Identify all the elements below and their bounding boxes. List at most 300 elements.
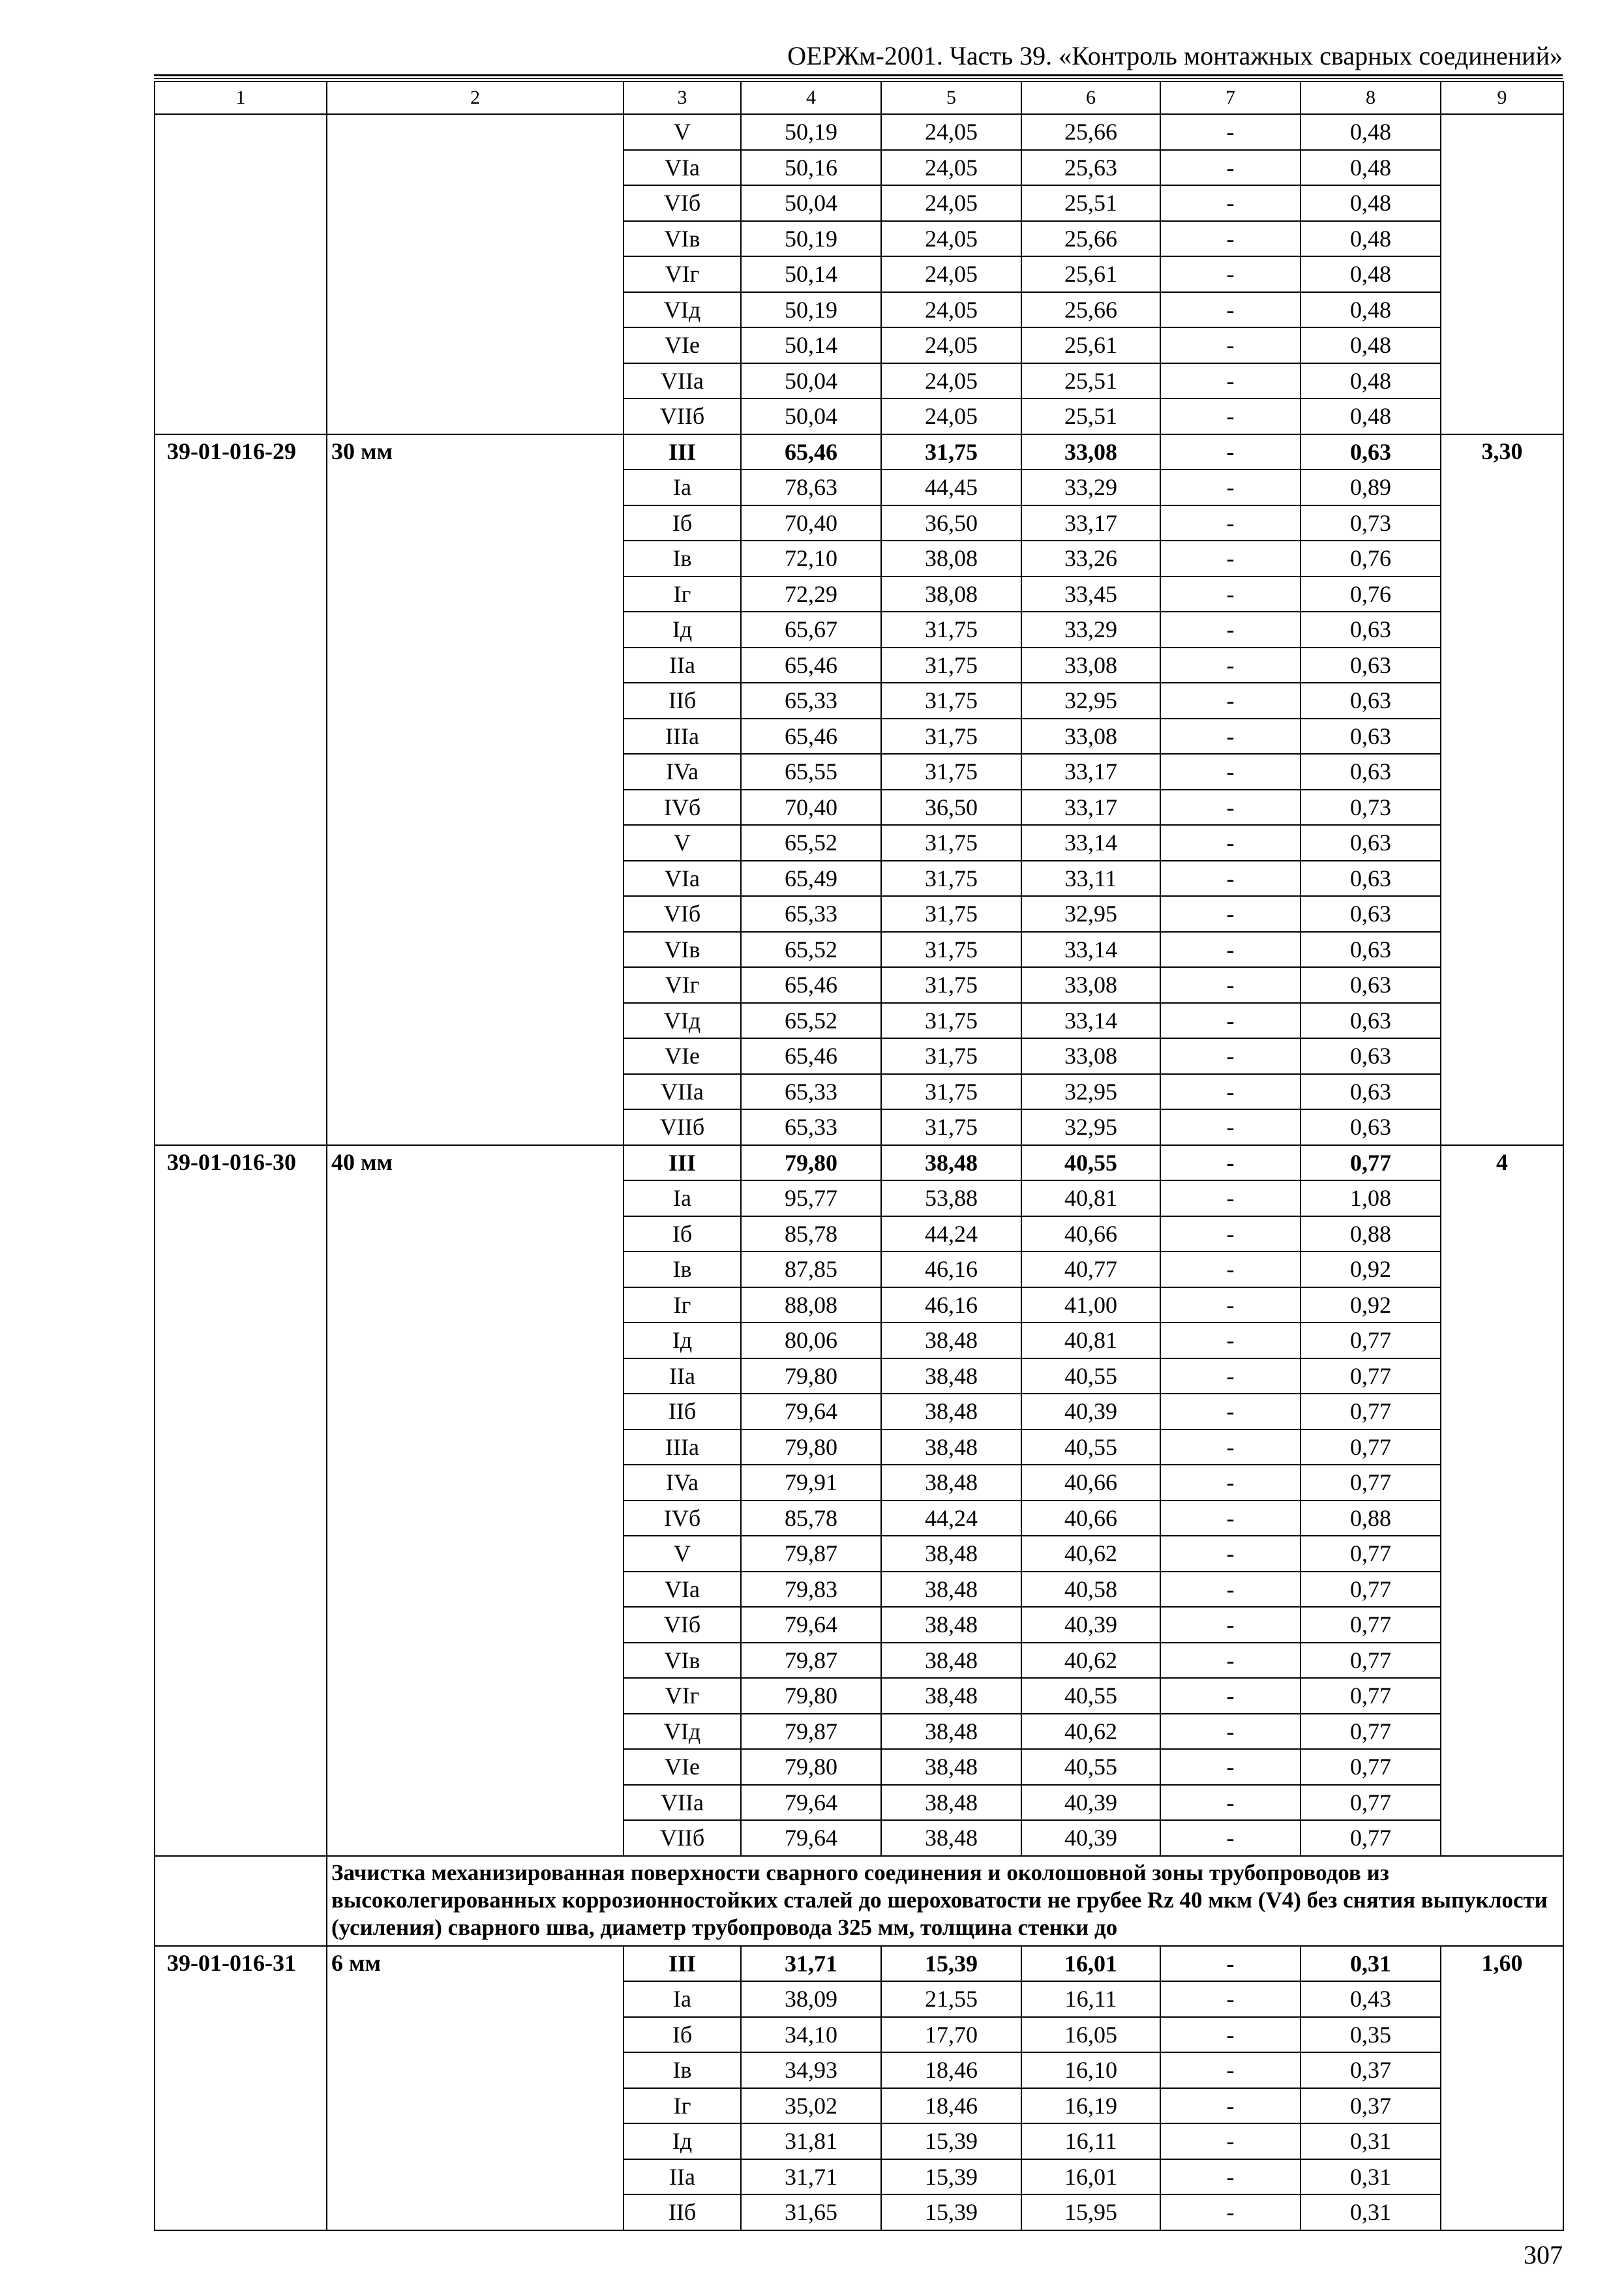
labor-cell: 0,77 [1301,1394,1441,1429]
materials-cell: - [1160,185,1301,221]
machine-cost-cell: 25,66 [1021,114,1160,150]
wage-cell: 31,75 [881,612,1021,648]
column-number: 8 [1301,82,1441,114]
zone-cell: IVб [624,1501,741,1536]
materials-cell: - [1160,221,1301,257]
wage-cell: 31,75 [881,719,1021,755]
total-cost-cell: 65,46 [741,1038,881,1074]
materials-cell: - [1160,1216,1301,1252]
total-cost-cell: 79,80 [741,1145,881,1181]
materials-cell: - [1160,1394,1301,1429]
column-number: 5 [881,82,1021,114]
zone-cell: IIб [624,2194,741,2230]
wage-cell: 44,45 [881,470,1021,505]
machine-cost-cell: 33,45 [1021,576,1160,612]
materials-cell: - [1160,256,1301,292]
total-cost-cell: 85,78 [741,1216,881,1252]
labor-cell: 0,77 [1301,1465,1441,1501]
zone-cell: Iб [624,1216,741,1252]
wage-cell: 38,48 [881,1820,1021,1856]
total-cost-cell: 65,52 [741,1003,881,1039]
total-cost-cell: 85,78 [741,1501,881,1536]
labor-cell: 0,35 [1301,2017,1441,2053]
total-cost-cell: 70,40 [741,505,881,541]
materials-cell: - [1160,2088,1301,2124]
wage-cell: 24,05 [881,221,1021,257]
zone-cell: VIг [624,256,741,292]
labor-cell: 0,63 [1301,1003,1441,1039]
zone-cell: VIIa [624,363,741,399]
zone-cell: VIa [624,1572,741,1608]
total-cost-cell: 79,87 [741,1643,881,1679]
total-cost-cell: 65,49 [741,861,881,897]
materials-cell: - [1160,1536,1301,1572]
materials-cell: - [1160,398,1301,434]
zone-cell: Ia [624,1981,741,2017]
materials-cell: - [1160,1038,1301,1074]
total-cost-cell: 65,33 [741,896,881,932]
machine-cost-cell: 33,14 [1021,825,1160,861]
wage-cell: 18,46 [881,2052,1021,2088]
total-cost-cell: 65,46 [741,719,881,755]
total-cost-cell: 70,40 [741,790,881,826]
header-rule [154,74,1563,76]
labor-cell: 0,48 [1301,292,1441,328]
wage-cell: 15,39 [881,1946,1021,1982]
labor-cell: 0,77 [1301,1429,1441,1465]
labor-cell: 0,48 [1301,363,1441,399]
materials-cell: - [1160,1572,1301,1608]
zone-cell: Iб [624,505,741,541]
labor-cell: 0,63 [1301,1109,1441,1145]
labor-cell: 0,48 [1301,185,1441,221]
zone-cell: Ia [624,470,741,505]
total-cost-cell: 65,55 [741,754,881,790]
wage-cell: 24,05 [881,398,1021,434]
labor-cell: 0,43 [1301,1981,1441,2017]
machine-cost-cell: 33,14 [1021,932,1160,968]
machine-cost-cell: 16,05 [1021,2017,1160,2053]
column-number: 6 [1021,82,1160,114]
column-number: 3 [624,82,741,114]
labor-cell: 0,31 [1301,2159,1441,2195]
materials-cell: - [1160,1981,1301,2017]
materials-cell: - [1160,1358,1301,1394]
machine-cost-cell: 25,51 [1021,185,1160,221]
total-cost-cell: 38,09 [741,1981,881,2017]
labor-cell: 0,77 [1301,1678,1441,1714]
labor-cell: 0,63 [1301,434,1441,470]
labor-cell: 0,92 [1301,1287,1441,1323]
zone-cell: VIг [624,1678,741,1714]
materials-cell: - [1160,754,1301,790]
zone-cell: V [624,1536,741,1572]
wage-cell: 31,75 [881,434,1021,470]
zone-cell: VIa [624,861,741,897]
materials-cell: - [1160,932,1301,968]
total-cost-cell: 34,10 [741,2017,881,2053]
total-cost-cell: 31,71 [741,1946,881,1982]
labor-cell: 0,73 [1301,790,1441,826]
machine-cost-cell: 40,66 [1021,1465,1160,1501]
zone-cell: VIe [624,1749,741,1785]
machine-cost-cell: 40,39 [1021,1394,1160,1429]
wage-cell: 31,75 [881,1109,1021,1145]
wage-cell: 31,75 [881,825,1021,861]
materials-cell: - [1160,1074,1301,1110]
total-cost-cell: 50,14 [741,256,881,292]
labor-cell: 0,76 [1301,576,1441,612]
wage-cell: 31,75 [881,932,1021,968]
machine-cost-cell: 40,81 [1021,1323,1160,1358]
zone-cell: VIд [624,1714,741,1750]
materials-cell: - [1160,861,1301,897]
zone-cell: IIIa [624,719,741,755]
code-cell: 39-01-016-29 [155,434,327,1145]
total-cost-cell: 50,19 [741,114,881,150]
machine-cost-cell: 33,08 [1021,719,1160,755]
wage-cell: 38,48 [881,1394,1021,1429]
labor-cell: 0,76 [1301,541,1441,576]
zone-cell: IIб [624,683,741,719]
machine-cost-cell: 40,66 [1021,1501,1160,1536]
zone-cell: VIIa [624,1074,741,1110]
materials-cell: - [1160,1003,1301,1039]
machine-cost-cell: 40,55 [1021,1358,1160,1394]
labor-cell: 1,08 [1301,1180,1441,1216]
machine-cost-cell: 16,11 [1021,1981,1160,2017]
zone-cell: IVa [624,1465,741,1501]
zone-cell: Iд [624,2123,741,2159]
machine-cost-cell: 41,00 [1021,1287,1160,1323]
coefficient-cell: 1,60 [1441,1946,1563,2230]
total-cost-cell: 79,80 [741,1678,881,1714]
labor-cell: 0,77 [1301,1785,1441,1821]
materials-cell: - [1160,2159,1301,2195]
total-cost-cell: 79,80 [741,1358,881,1394]
wage-cell: 38,48 [881,1785,1021,1821]
materials-cell: - [1160,1323,1301,1358]
total-cost-cell: 95,77 [741,1180,881,1216]
table-row [155,1145,1563,1181]
machine-cost-cell: 32,95 [1021,683,1160,719]
machine-cost-cell: 40,77 [1021,1251,1160,1287]
wage-cell: 31,75 [881,861,1021,897]
machine-cost-cell: 40,39 [1021,1607,1160,1643]
table-row [155,434,1563,470]
materials-cell: - [1160,2123,1301,2159]
total-cost-cell: 50,19 [741,292,881,328]
labor-cell: 0,92 [1301,1251,1441,1287]
total-cost-cell: 79,87 [741,1714,881,1750]
total-cost-cell: 65,46 [741,648,881,683]
labor-cell: 0,63 [1301,612,1441,648]
materials-cell: - [1160,1251,1301,1287]
machine-cost-cell: 15,95 [1021,2194,1160,2230]
materials-cell: - [1160,1429,1301,1465]
wage-cell: 38,48 [881,1607,1021,1643]
materials-cell: - [1160,1465,1301,1501]
zone-cell: Iг [624,1287,741,1323]
machine-cost-cell: 25,51 [1021,398,1160,434]
zone-cell: V [624,825,741,861]
wage-cell: 38,48 [881,1678,1021,1714]
materials-cell: - [1160,505,1301,541]
code-cell [155,114,327,434]
total-cost-cell: 50,16 [741,150,881,186]
materials-cell: - [1160,1820,1301,1856]
machine-cost-cell: 40,58 [1021,1572,1160,1608]
wage-cell: 31,75 [881,896,1021,932]
dimension-cell: 6 мм [327,1946,624,2230]
zone-cell: VIIa [624,1785,741,1821]
materials-cell: - [1160,2052,1301,2088]
column-number: 9 [1441,82,1563,114]
machine-cost-cell: 33,17 [1021,505,1160,541]
wage-cell: 38,48 [881,1536,1021,1572]
labor-cell: 0,31 [1301,1946,1441,1982]
zone-cell: VIд [624,1003,741,1039]
zone-cell: IIa [624,648,741,683]
total-cost-cell: 65,67 [741,612,881,648]
labor-cell: 0,48 [1301,256,1441,292]
labor-cell: 0,77 [1301,1536,1441,1572]
machine-cost-cell: 33,08 [1021,967,1160,1003]
labor-cell: 0,77 [1301,1714,1441,1750]
column-number: 4 [741,82,881,114]
machine-cost-cell: 40,55 [1021,1145,1160,1181]
total-cost-cell: 78,63 [741,470,881,505]
total-cost-cell: 79,91 [741,1465,881,1501]
zone-cell: Ia [624,1180,741,1216]
dimension-cell: 30 мм [327,434,624,1145]
wage-cell: 36,50 [881,790,1021,826]
zone-cell: VIe [624,327,741,363]
section-title: Зачистка механизированная поверхности сварного соединения и околошовной зоны трубопроводов из высоколегированных коррозионностойких сталей до шероховатости не грубее Rz 40 мкм (V4) без снятия выпуклости (усиления) сварного шва, диаметр трубопровода 325 мм, толщина стенки до [327,1856,1563,1946]
labor-cell: 0,48 [1301,114,1441,150]
rates-table [154,81,1564,2231]
table-row [155,1946,1563,1982]
code-cell: 39-01-016-30 [155,1145,327,1856]
labor-cell: 0,77 [1301,1643,1441,1679]
labor-cell: 0,37 [1301,2088,1441,2124]
header-rule-thin [154,78,1563,79]
labor-cell: 0,63 [1301,683,1441,719]
materials-cell: - [1160,683,1301,719]
zone-cell: Iд [624,612,741,648]
labor-cell: 0,63 [1301,967,1441,1003]
zone-cell: VIв [624,1643,741,1679]
materials-cell: - [1160,114,1301,150]
wage-cell: 24,05 [881,327,1021,363]
machine-cost-cell: 16,10 [1021,2052,1160,2088]
wage-cell: 31,75 [881,648,1021,683]
labor-cell: 0,89 [1301,470,1441,505]
wage-cell: 38,48 [881,1643,1021,1679]
zone-cell: VIв [624,221,741,257]
materials-cell: - [1160,150,1301,186]
labor-cell: 0,63 [1301,648,1441,683]
machine-cost-cell: 25,66 [1021,221,1160,257]
wage-cell: 46,16 [881,1287,1021,1323]
wage-cell: 21,55 [881,1981,1021,2017]
wage-cell: 38,08 [881,576,1021,612]
total-cost-cell: 50,04 [741,185,881,221]
materials-cell: - [1160,1643,1301,1679]
total-cost-cell: 87,85 [741,1251,881,1287]
labor-cell: 0,31 [1301,2123,1441,2159]
wage-cell: 31,75 [881,1003,1021,1039]
zone-cell: V [624,114,741,150]
materials-cell: - [1160,967,1301,1003]
machine-cost-cell: 40,62 [1021,1536,1160,1572]
materials-cell: - [1160,1145,1301,1181]
machine-cost-cell: 25,51 [1021,363,1160,399]
machine-cost-cell: 33,26 [1021,541,1160,576]
zone-cell: VIIб [624,1820,741,1856]
materials-cell: - [1160,719,1301,755]
zone-cell: Iд [624,1323,741,1358]
labor-cell: 0,77 [1301,1572,1441,1608]
labor-cell: 0,48 [1301,398,1441,434]
column-number: 7 [1160,82,1301,114]
zone-cell: VIa [624,150,741,186]
machine-cost-cell: 33,14 [1021,1003,1160,1039]
labor-cell: 0,63 [1301,896,1441,932]
machine-cost-cell: 33,17 [1021,754,1160,790]
total-cost-cell: 35,02 [741,2088,881,2124]
total-cost-cell: 65,33 [741,683,881,719]
labor-cell: 0,77 [1301,1145,1441,1181]
labor-cell: 0,77 [1301,1607,1441,1643]
machine-cost-cell: 33,29 [1021,612,1160,648]
coefficient-cell: 3,30 [1441,434,1563,1145]
labor-cell: 0,48 [1301,221,1441,257]
column-number: 1 [155,82,327,114]
labor-cell: 0,73 [1301,505,1441,541]
labor-cell: 0,88 [1301,1501,1441,1536]
materials-cell: - [1160,1287,1301,1323]
materials-cell: - [1160,1678,1301,1714]
machine-cost-cell: 33,08 [1021,648,1160,683]
wage-cell: 38,48 [881,1358,1021,1394]
zone-cell: IIб [624,1394,741,1429]
wage-cell: 24,05 [881,114,1021,150]
labor-cell: 0,31 [1301,2194,1441,2230]
total-cost-cell: 88,08 [741,1287,881,1323]
machine-cost-cell: 40,55 [1021,1429,1160,1465]
total-cost-cell: 72,29 [741,576,881,612]
total-cost-cell: 31,65 [741,2194,881,2230]
total-cost-cell: 79,80 [741,1749,881,1785]
table-body [155,114,1563,2230]
zone-cell: IVa [624,754,741,790]
machine-cost-cell: 33,11 [1021,861,1160,897]
machine-cost-cell: 33,17 [1021,790,1160,826]
wage-cell: 38,48 [881,1429,1021,1465]
code-cell: 39-01-016-31 [155,1946,327,2230]
total-cost-cell: 65,52 [741,825,881,861]
machine-cost-cell: 33,29 [1021,470,1160,505]
zone-cell: Iг [624,2088,741,2124]
total-cost-cell: 79,87 [741,1536,881,1572]
machine-cost-cell: 40,62 [1021,1714,1160,1750]
total-cost-cell: 65,33 [741,1109,881,1145]
machine-cost-cell: 25,61 [1021,256,1160,292]
total-cost-cell: 31,71 [741,2159,881,2195]
materials-cell: - [1160,363,1301,399]
wage-cell: 15,39 [881,2159,1021,2195]
zone-cell: IIIa [624,1429,741,1465]
machine-cost-cell: 25,66 [1021,292,1160,328]
zone-cell: Iб [624,2017,741,2053]
labor-cell: 0,63 [1301,1074,1441,1110]
materials-cell: - [1160,612,1301,648]
materials-cell: - [1160,825,1301,861]
wage-cell: 24,05 [881,292,1021,328]
materials-cell: - [1160,576,1301,612]
materials-cell: - [1160,541,1301,576]
machine-cost-cell: 40,81 [1021,1180,1160,1216]
labor-cell: 0,37 [1301,2052,1441,2088]
wage-cell: 24,05 [881,185,1021,221]
wage-cell: 38,48 [881,1465,1021,1501]
labor-cell: 0,88 [1301,1216,1441,1252]
labor-cell: 0,77 [1301,1749,1441,1785]
column-number-row [155,82,1563,114]
total-cost-cell: 34,93 [741,2052,881,2088]
materials-cell: - [1160,2017,1301,2053]
zone-cell: IVб [624,790,741,826]
machine-cost-cell: 40,39 [1021,1820,1160,1856]
total-cost-cell: 79,64 [741,1394,881,1429]
machine-cost-cell: 40,39 [1021,1785,1160,1821]
materials-cell: - [1160,470,1301,505]
labor-cell: 0,63 [1301,719,1441,755]
total-cost-cell: 65,33 [741,1074,881,1110]
total-cost-cell: 65,46 [741,967,881,1003]
wage-cell: 38,48 [881,1714,1021,1750]
wage-cell: 38,48 [881,1323,1021,1358]
wage-cell: 44,24 [881,1216,1021,1252]
zone-cell: VIIб [624,1109,741,1145]
total-cost-cell: 50,04 [741,398,881,434]
machine-cost-cell: 40,55 [1021,1678,1160,1714]
total-cost-cell: 50,14 [741,327,881,363]
labor-cell: 0,63 [1301,754,1441,790]
section-row [155,1856,1563,1946]
wage-cell: 15,39 [881,2194,1021,2230]
machine-cost-cell: 25,61 [1021,327,1160,363]
materials-cell: - [1160,1607,1301,1643]
wage-cell: 31,75 [881,754,1021,790]
wage-cell: 38,48 [881,1145,1021,1181]
wage-cell: 24,05 [881,363,1021,399]
wage-cell: 53,88 [881,1180,1021,1216]
total-cost-cell: 80,06 [741,1323,881,1358]
column-number: 2 [327,82,624,114]
coefficient-cell: 4 [1441,1145,1563,1856]
zone-cell: VIб [624,1607,741,1643]
labor-cell: 0,63 [1301,932,1441,968]
wage-cell: 24,05 [881,256,1021,292]
zone-cell: IIa [624,1358,741,1394]
materials-cell: - [1160,327,1301,363]
section-spacer-cell [155,1856,327,1946]
total-cost-cell: 65,52 [741,932,881,968]
labor-cell: 0,77 [1301,1820,1441,1856]
total-cost-cell: 50,19 [741,221,881,257]
